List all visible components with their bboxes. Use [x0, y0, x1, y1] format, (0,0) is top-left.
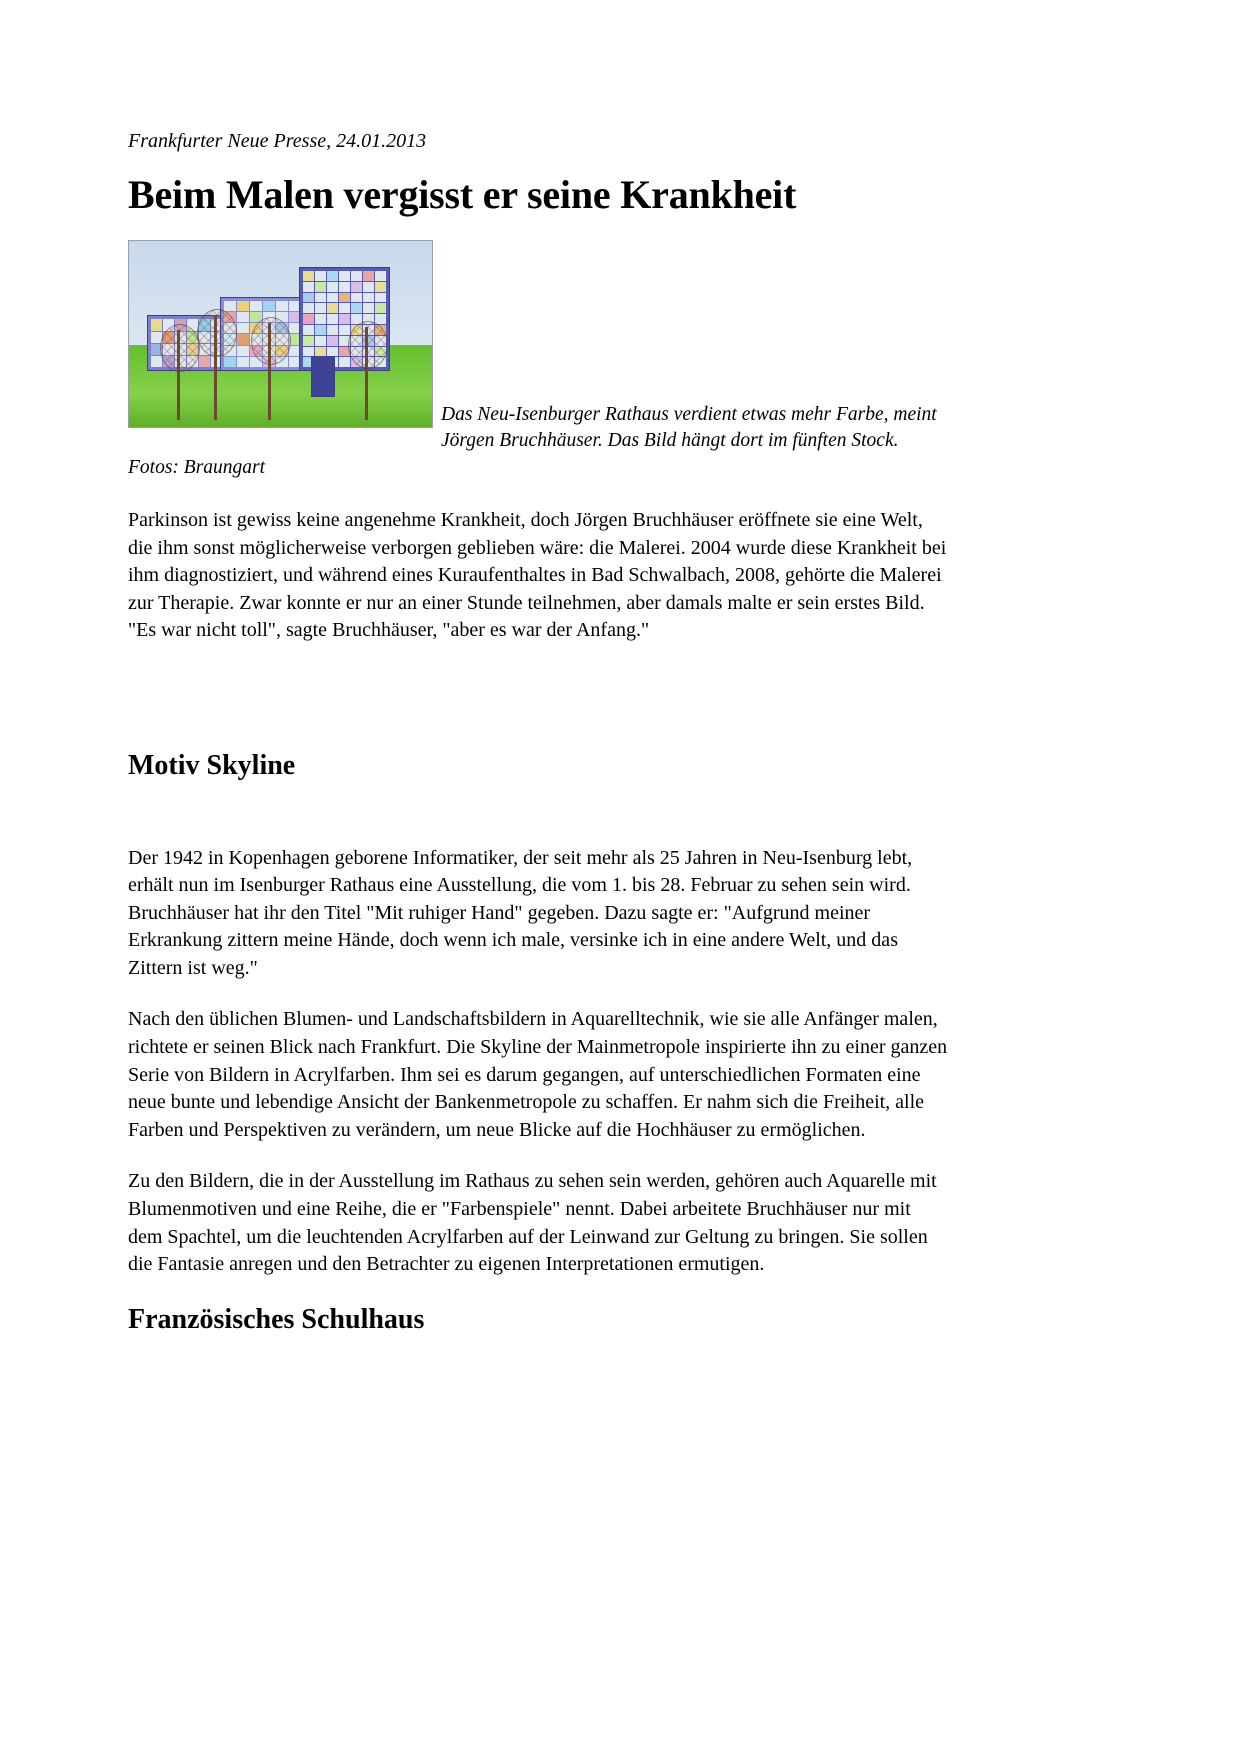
article-figure	[128, 240, 948, 481]
figure-caption: Das Neu-Isenburger Rathaus verdient etwas mehr Farbe, meint Jörgen Bruchhäuser. Das Bild hängt dort im fünften Stock. Fotos: Braungart	[128, 404, 937, 478]
spacer	[128, 669, 948, 703]
painting-tree-4	[365, 327, 368, 420]
page-title: Beim Malen vergisst er seine Krankheit	[128, 172, 797, 217]
section1-paragraph-3: Zu den Bildern, die in der Ausstellung im Rathaus zu sehen sein werden, gehören auch Aquarelle mit Blumenmotiven und eine Reihe, die er "Farbenspiele" nennt. Dabei arbeitete Bruchhäuser nur mit dem Spachtel, um die leuchtenden Acrylfarben auf der Leinwand zur Geltung zu bringen. Sie sollen die Fantasie anregen und den Betrachter zu eigenen Interpretationen ermutigen.	[128, 1170, 937, 1276]
section1-paragraph-1: Der 1942 in Kopenhagen geborene Informatiker, der seit mehr als 25 Jahren in Neu-Isenburg lebt, erhält nun im Isenburger Rathaus eine Ausstellung, die vom 1. bis 28. Februar zu sehen sein wird. Bruchhäuser hat ihr den Titel "Mit ruhiger Hand" gegeben. Dazu sagte er: "Aufgrund meiner Erkrankung zittern meine Hände, doch wenn ich male, versinke ich in eine andere Welt, und das Zittern ist weg."	[128, 846, 913, 979]
section1-paragraph-2: Nach den üblichen Blumen- und Landschaftsbildern in Aquarelltechnik, wie sie alle Anfänger malen, richtete er seinen Blick nach Frankfurt. Die Skyline der Mainmetropole inspirierte ihn zu einer ganzen Serie von Bildern in Acrylfarben. Ihm sei es darum gegangen, auf unterschiedlichen Formaten eine neue bunte und lebendige Ansicht der Bankenmetropole zu schaffen. Er nahm sich die Freiheit, alle Farben und Perspektiven zu verändern, um neue Blicke auf die Hochhäuser zu ermöglichen.	[128, 1008, 948, 1141]
painting-entrance-block	[311, 356, 335, 397]
painting-tree-1	[177, 330, 180, 419]
section-heading-franzoesisches-schulhaus: Französisches Schulhaus	[128, 1303, 425, 1335]
intro-paragraph: Parkinson ist gewiss keine angenehme Krankheit, doch Jörgen Bruchhäuser eröffnete sie eine Welt, die ihm sonst möglicherweise verborgen geblieben wäre: die Malerei. 2004 wurde diese Krankheit bei ihm diagnostiziert, und während eines Kuraufenthaltes in Bad Schwalbach, 2008, gehörte die Malerei zur Therapie. Zwar konnte er nur an einer Stunde teilnehmen, aber damals malte er sein erstes Bild. "Es war nicht toll", sagte Bruchhäuser, "aber es war der Anfang."	[128, 508, 947, 642]
document-content	[128, 128, 948, 1336]
section-heading-motiv-skyline: Motiv Skyline	[128, 749, 296, 781]
painting-tree-3	[268, 323, 271, 420]
publication-source-line: Frankfurter Neue Presse, 24.01.2013	[128, 130, 427, 152]
painting-tree-2	[214, 315, 217, 419]
spacer	[128, 783, 948, 845]
painting-image	[128, 240, 433, 428]
